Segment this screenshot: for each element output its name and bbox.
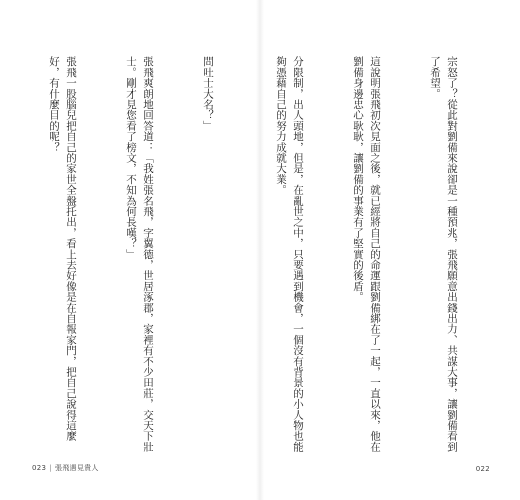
right-page: [264, 0, 520, 500]
left-page-body: [36, 56, 250, 456]
running-title: 張飛遇見貴人: [54, 464, 99, 472]
paragraph: 這說明張飛初次見面之後，就已經將自己的命運跟劉備綁在了一起，一直以來，他在劉備身邊忠心耿耿，讓劉備的事業有了堅實的後盾。: [352, 56, 381, 452]
page-number: 022: [475, 465, 490, 473]
page-number: 023: [32, 464, 47, 472]
footer-separator: |: [49, 464, 52, 472]
paragraph: 問吐士大名？」: [202, 56, 214, 131]
paragraph: 張飛爽朗地回答道：「我姓張名飛，字翼德，世居涿郡，家裡有不少田莊，交天下壯士。剛才見您看了榜文，不知為何長嘆？」: [125, 56, 154, 452]
page-footer-left: [32, 463, 99, 473]
paragraph: 宗怒了？從此對劉備來說卻是一種預兆，張飛願意出錢出力、共謀大事，讓劉備看到了希望。: [429, 56, 458, 452]
right-page-body: [272, 56, 494, 456]
paragraph: 分限制，出人頭地，但是，在亂世之中，只要遇到機會，一個沒有背景的小人物也能夠憑藉自己的努力成就大業。: [275, 56, 304, 452]
book-gutter: [256, 0, 264, 500]
paragraph: 張飛一股腦兒把自己的家世全盤托出，看上去好像是在自報家門，把自己說得這麼好，有什麼目的呢？: [48, 56, 77, 442]
left-page: [0, 0, 256, 500]
page-footer-right: [476, 465, 490, 473]
